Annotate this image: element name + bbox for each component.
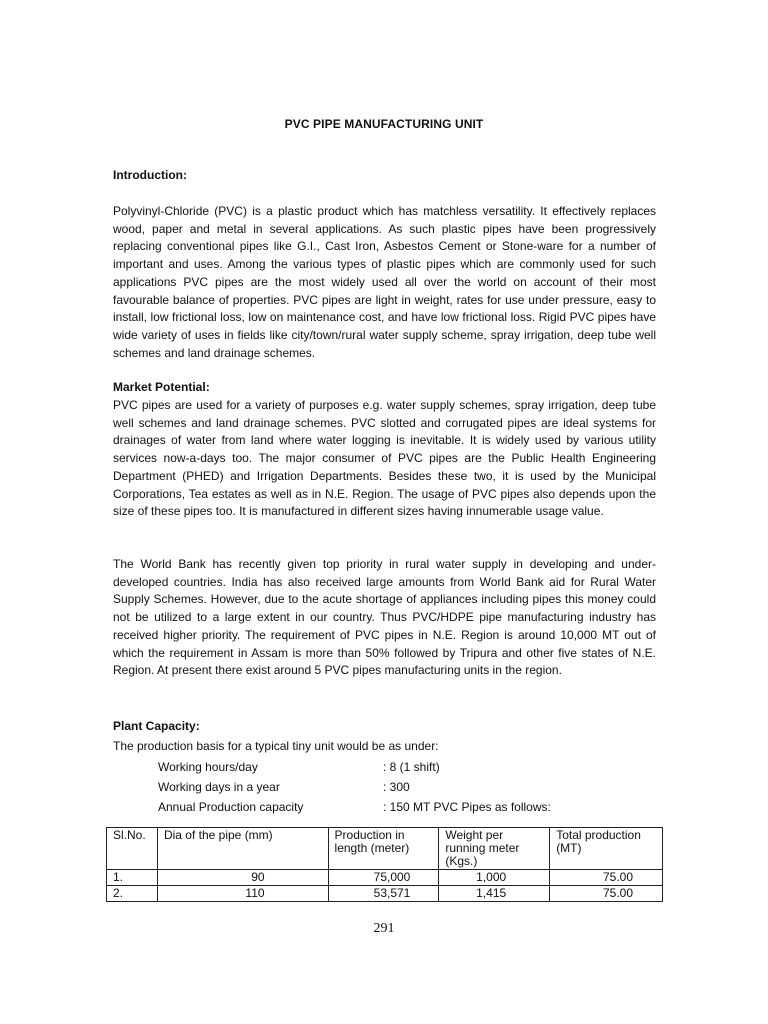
table-cell: 1,000 bbox=[439, 870, 550, 886]
table-cell: 75.00 bbox=[550, 886, 663, 902]
capacity-row bbox=[0, 760, 768, 778]
market-potential-heading: Market Potential: bbox=[113, 380, 210, 394]
column-header-diameter: Dia of the pipe (mm) bbox=[157, 828, 328, 870]
column-header-total-production: Total production (MT) bbox=[550, 828, 663, 870]
table-row bbox=[107, 870, 663, 886]
introduction-paragraph: Polyvinyl-Chloride (PVC) is a plastic product which has matchless versatility. It effectively replaces wood, paper and metal in several applications. As such plastic pipes have been progressively replacing conventional pipes like G.I., Cast Iron, Asbestos Cement or Stone-ware for a number of important and uses. Among the various types of plastic pipes which are commonly used for such applications PVC pipes are the most widely used all over the world on account of their most favourable balance of properties. PVC pipes are light in weight, rates for use under pressure, easy to install, low frictional loss, low on maintenance cost, and have low frictional loss. Rigid PVC pipes have wide variety of uses in fields like city/town/rural water supply scheme, spray irrigation, deep tube well schemes and land drainage schemes. bbox=[113, 204, 656, 360]
capacity-label: Annual Production capacity bbox=[158, 800, 304, 814]
plant-capacity-intro: The production basis for a typical tiny unit would be as under: bbox=[113, 739, 439, 753]
capacity-row bbox=[0, 780, 768, 798]
table-header-row bbox=[107, 828, 663, 870]
introduction-heading: Introduction: bbox=[113, 168, 187, 182]
table-cell: 1,415 bbox=[439, 886, 550, 902]
capacity-label: Working days in a year bbox=[158, 780, 280, 794]
page-number: 291 bbox=[373, 921, 395, 936]
table-cell: 75,000 bbox=[328, 870, 439, 886]
column-header-production-length: Production in length (meter) bbox=[328, 828, 439, 870]
column-header-weight: Weight per running meter (Kgs.) bbox=[439, 828, 550, 870]
page-title: PVC PIPE MANUFACTURING UNIT bbox=[284, 117, 484, 131]
table-cell: 2. bbox=[107, 886, 158, 902]
production-table bbox=[106, 827, 663, 902]
table-cell: 53,571 bbox=[328, 886, 439, 902]
table-cell: 110 bbox=[157, 886, 328, 902]
capacity-value: : 8 (1 shift) bbox=[383, 760, 440, 774]
table-cell: 1. bbox=[107, 870, 158, 886]
market-potential-paragraph-1: PVC pipes are used for a variety of purposes e.g. water supply schemes, spray irrigation, deep tube well schemes and land drainage schemes. PVC slotted and corrugated pipes are ideal systems for drainages of water from land where water logging is inevitable. It is widely used by various utility services now-a-days too. The major consumer of PVC pipes are the Public Health Engineering Department (PHED) and Irrigation Departments. Besides these two, it is used by the Municipal Corporations, Tea estates as well as in N.E. Region. The usage of PVC pipes also depends upon the size of these pipes too. It is manufactured in different sizes having innumerable usage value. bbox=[113, 398, 656, 519]
table-cell: 90 bbox=[157, 870, 328, 886]
table-row bbox=[107, 886, 663, 902]
plant-capacity-heading: Plant Capacity: bbox=[113, 719, 200, 733]
capacity-value: : 300 bbox=[383, 780, 410, 794]
capacity-value: : 150 MT PVC Pipes as follows: bbox=[383, 800, 551, 814]
capacity-label: Working hours/day bbox=[158, 760, 258, 774]
capacity-row bbox=[0, 800, 768, 818]
market-potential-paragraph-2: The World Bank has recently given top priority in rural water supply in developing and under-developed countries. India has also received large amounts from World Bank aid for Rural Water Supply Schemes. However, due to the acute shortage of appliances including pipes this money could not be utilized to a large extent in our country. Thus PVC/HDPE pipe manufacturing industry has received higher priority. The requirement of PVC pipes in N.E. Region is around 10,000 MT out of which the requirement in Assam is more than 50% followed by Tripura and other five states of N.E. Region. At present there exist around 5 PVC pipes manufacturing units in the region. bbox=[113, 557, 656, 678]
column-header-sl-no: Sl.No. bbox=[107, 828, 158, 870]
table-cell: 75.00 bbox=[550, 870, 663, 886]
